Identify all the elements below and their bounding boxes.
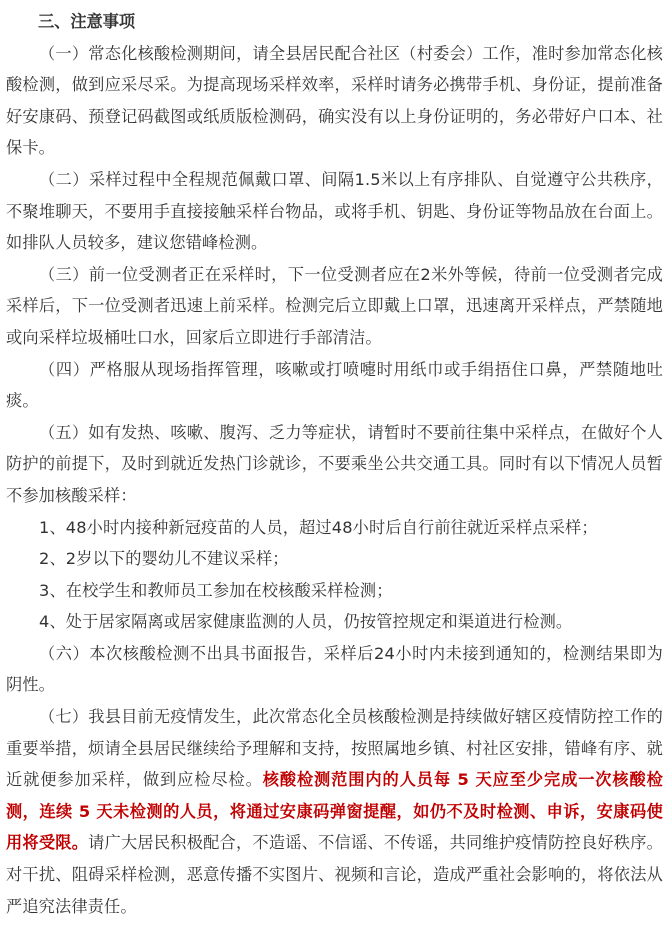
paragraph-5: （五）如有发热、咳嗽、腹泻、乏力等症状，请暂时不要前往集中采样点，在做好个人防护的前提下，及时到就近发热门诊就诊，不要乘坐公共交通工具。同时有以下情况人员暂不参加核酸采样： — [6, 422, 663, 505]
paragraph-7-start: （七）我县目前无疫情发生，此次常态化全员核酸检测是持续做好辖区疫情防控工作的重要举措，烦请全县居民继续给予理解和支持，按照属地乡镇、村社区安排，错峰有序、就近就便参加采样，做到应检尽检。 — [6, 707, 663, 790]
paragraph-7-end: 请广大居民积极配合，不造谣、不信谣、不传谣，共同维护疫情防控良好秩序。对干扰、阻碍采样检测，恶意传播不实图片、视频和言论，造成严重社会影响的，将依法从严追究法律责任。 — [6, 833, 664, 916]
list-item: 1、48小时内接种新冠疫苗的人员，超过48小时后自行前往就近采样点采样； — [39, 517, 598, 537]
paragraph-4: （四）严格服从现场指挥管理，咳嗽或打喷嚏时用纸巾或手绢捂住口鼻，严禁随地吐痰。 — [6, 359, 663, 411]
list-item: 3、在校学生和教师员工参加在校核酸采样检测； — [39, 580, 393, 600]
paragraph-2: （二）采样过程中全程规范佩戴口罩、间隔1.5米以上有序排队、自觉遵守公共秩序，不聚堆聊天，不要用手直接接触采样台物品，或将手机、钥匙、身份证等物品放在台面上。如排队人员较多，建议您错峰检测。 — [6, 169, 663, 253]
paragraph-7 — [6, 701, 663, 922]
paragraph-3: （三）前一位受测者正在采样时，下一位受测者应在2米外等候，待前一位受测者完成采样后，下一位受测者迅速上前采样。检测完后立即戴上口罩，迅速离开采样点，严禁随地或向采样垃圾桶吐口水，回家后立即进行手部清洁。 — [6, 264, 663, 347]
section-heading: 三、注意事项 — [38, 12, 136, 31]
paragraph-1: （一）常态化核酸检测期间，请全县居民配合社区（村委会）工作，准时参加常态化核酸检测，做到应采尽采。为提高现场采样效率，采样时请务必携带手机、身份证，提前准备好安康码、预登记码截图或纸质版检测码，确实没有以上身份证明的，务必带好户口本、社保卡。 — [6, 43, 663, 158]
paragraph-7-emphasis: 核酸检测范围内的人员每 5 天应至少完成一次核酸检测，连续 5 天未检测的人员，将通过安康码弹窗提醒，如仍不及时检测、申诉，安康码使用将受限。 — [6, 770, 663, 853]
paragraph-6: （六）本次核酸检测不出具书面报告，采样后24小时内未接到通知的，检测结果即为阴性。 — [6, 643, 663, 695]
list-item: 4、处于居家隔离或居家健康监测的人员，仍按管控规定和渠道进行检测。 — [39, 612, 573, 632]
list-item: 2、2岁以下的婴幼儿不建议采样； — [39, 549, 289, 569]
